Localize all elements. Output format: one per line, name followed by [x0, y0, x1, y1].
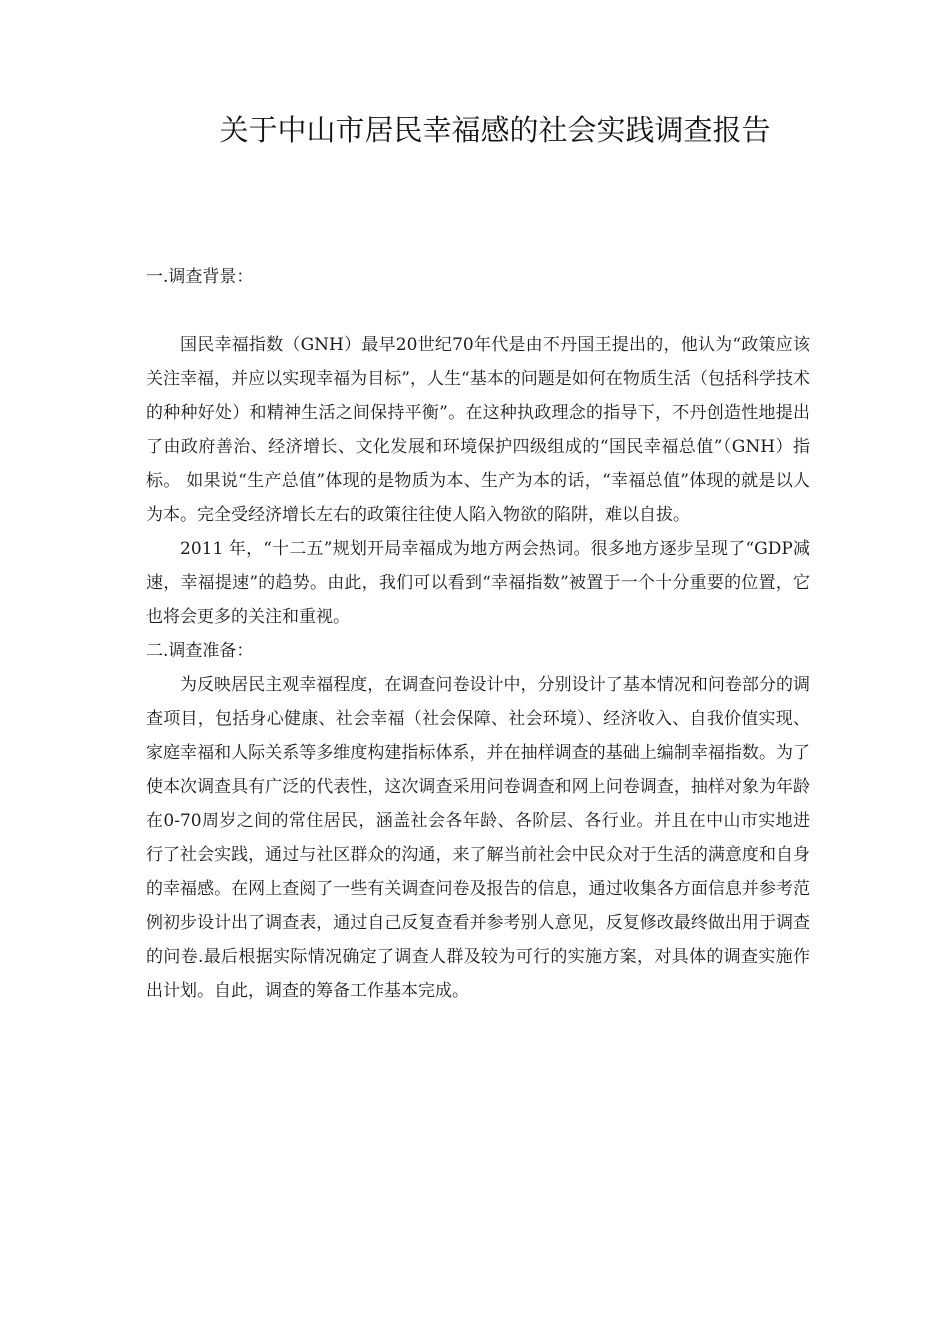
document-body [146, 260, 810, 1008]
section-heading-background: 一.调查背景： [146, 267, 254, 287]
section-heading-preparation: 二.调查准备： [146, 641, 254, 661]
paragraph-gnh-origin: 国民幸福指数（GNH）最早20世纪70年代是由不丹国王提出的，他认为“政策应该关注幸福，并应以实现幸福为目标”，人生“基本的问题是如何在物质生活（包括科学技术的种种好处）和精神生活之间保持平衡”。在这种执政理念的指导下，不丹创造性地提出了由政府善治、经济增长、文化发展和环境保护四级组成的“国民幸福总值”（GNH）指标。 如果说“生产总值”体现的是物质为本、生产为本的话，“幸福总值”体现的就是以人为本。完全受经济增长左右的政策往往使人陷入物欲的陷阱，难以自拔。 [146, 335, 810, 525]
paragraph-twelfth-five-year: 2011 年，“十二五”规划开局幸福成为地方两会热词。很多地方逐步呈现了“GDP减速，幸福提速”的趋势。由此，我们可以看到“幸福指数”被置于一个十分重要的位置，它也将会更多的关注和重视。 [146, 539, 810, 627]
paragraph-survey-preparation: 为反映居民主观幸福程度，在调查问卷设计中，分别设计了基本情况和问卷部分的调查项目，包括身心健康、社会幸福（社会保障、社会环境）、经济收入、自我价值实现、家庭幸福和人际关系等多维度构建指标体系，并在抽样调查的基础上编制幸福指数。为了使本次调查具有广泛的代表性，这次调查采用问卷调查和网上问卷调查，抽样对象为年龄在0-70周岁之间的常住居民，涵盖社会各年龄、各阶层、各行业。并且在中山市实地进行了社会实践，通过与社区群众的沟通，来了解当前社会中民众对于生活的满意度和自身的幸福感。在网上查阅了一些有关调查问卷及报告的信息，通过收集各方面信息并参考范例初步设计出了调查表，通过自己反复查看并参考别人意见，反复修改最终做出用于调查的问卷.最后根据实际情况确定了调查人群及较为可行的实施方案，对具体的调查实施作出计划。自此，调查的筹备工作基本完成。 [146, 675, 810, 1001]
document-title: 关于中山市居民幸福感的社会实践调查报告 [219, 113, 771, 147]
